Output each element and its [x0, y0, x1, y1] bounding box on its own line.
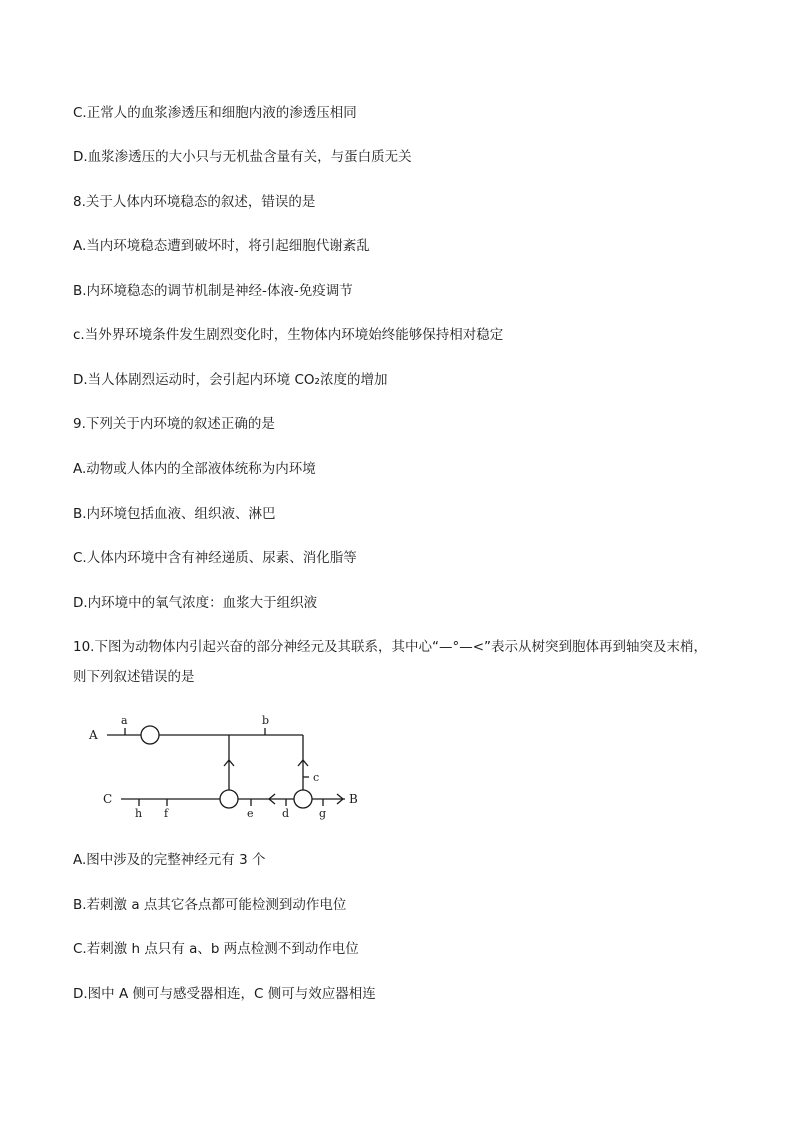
- neuron-diagram: [73, 700, 373, 835]
- label-h: h: [135, 807, 143, 820]
- label-A: A: [89, 728, 98, 742]
- label-c: c: [313, 771, 320, 784]
- label-d: d: [282, 807, 290, 820]
- option-8b: B.内环境稳态的调节机制是神经-体液-免疫调节: [73, 283, 353, 299]
- option-8c: c.当外界环境条件发生剧烈变化时，生物体内环境始终能够保持相对稳定: [73, 327, 504, 343]
- option-8d: D.当人体剧烈运动时，会引起内环境 CO₂浓度的增加: [73, 372, 388, 388]
- option-9c: C.人体内环境中含有神经递质、尿素、消化脂等: [73, 550, 357, 566]
- option-9a: A.动物或人体内的全部液体统称为内环境: [73, 461, 316, 477]
- question-8-stem: 8.关于人体内环境稳态的叙述，错误的是: [73, 194, 316, 210]
- option-10d: D.图中 A 侧可与感受器相连，C 侧可与效应器相连: [73, 986, 376, 1002]
- label-B: B: [349, 792, 358, 806]
- question-9-stem: 9.下列关于内环境的叙述正确的是: [73, 416, 275, 432]
- option-8a: A.当内环境稳态遭到破坏时，将引起细胞代谢紊乱: [73, 238, 370, 254]
- option-7c: C.正常人的血浆渗透压和细胞内液的渗透压相同: [73, 105, 357, 121]
- option-10a: A.图中涉及的完整神经元有 3 个: [73, 852, 266, 868]
- label-C: C: [103, 792, 113, 806]
- label-b: b: [262, 714, 270, 727]
- question-10-stem-line1: 10.下图为动物体内引起兴奋的部分神经元及其联系，其中心“—°—<”表示从树突到胞体再到轴突及末梢，: [73, 639, 708, 655]
- option-10b: B.若刺激 a 点其它各点都可能检测到动作电位: [73, 897, 347, 913]
- question-10-stem-line2: 则下列叙述错误的是: [73, 669, 195, 685]
- label-f: f: [164, 807, 169, 820]
- label-e: e: [247, 807, 254, 820]
- label-g: g: [319, 807, 327, 820]
- option-9d: D.内环境中的氧气浓度：血浆大于组织液: [73, 595, 318, 611]
- option-10c: C.若刺激 h 点只有 a、b 两点检测不到动作电位: [73, 941, 359, 957]
- option-9b: B.内环境包括血液、组织液、淋巴: [73, 506, 276, 522]
- option-7d: D.血浆渗透压的大小只与无机盐含量有关，与蛋白质无关: [73, 149, 412, 165]
- label-a: a: [121, 714, 128, 727]
